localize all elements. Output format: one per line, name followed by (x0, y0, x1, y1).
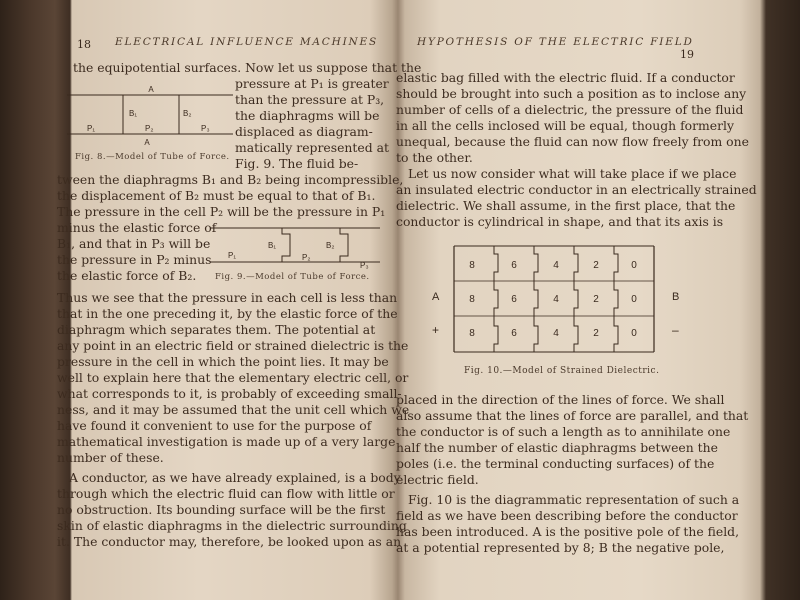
right-top-line-7: an insulated electric conductor in an electrically strained (396, 182, 757, 197)
fig8-label-p1: P₁ (87, 124, 96, 133)
right-top-line-1: should be brought into such a position as to inclose any (396, 86, 747, 101)
left-line-7: tween the diaphragms B₁ and B₂ being incompressible, (57, 172, 404, 187)
fig8-label-p3: P₃ (201, 124, 210, 133)
left-line-12: the pressure in P₂ minus (57, 252, 212, 267)
left-line-20: what corresponds to it, is probably of exceeding small- (57, 386, 402, 401)
left-line-3: the diaphragms will be (235, 108, 380, 123)
left-line-6: Fig. 9. The fluid be- (235, 156, 359, 171)
right-page-number: 19 (680, 48, 694, 61)
fig10-r2-v1: 6 (511, 294, 517, 305)
left-line-23: mathematical investigation is made up of a very large (57, 434, 396, 449)
right-top-line-4: unequal, because the fluid can now flow freely from one (396, 134, 749, 149)
left-line-27: no obstruction. Its bounding surface will be the first (57, 502, 386, 517)
fig10-r1-v2: 4 (553, 260, 559, 271)
fig10-r3-v1: 6 (511, 328, 517, 339)
fig9-diagram (210, 220, 380, 270)
left-line-5: matically represented at (235, 140, 389, 155)
left-line-21: ness, and it may be assumed that the unit cell which we (57, 402, 410, 417)
right-page (392, 0, 757, 600)
fig10-right-label-b: B (672, 291, 680, 303)
left-line-29: it. The conductor may, therefore, be looked upon as an (57, 534, 402, 549)
fig9-label-p3: P₃ (360, 261, 369, 270)
fig10-r3-v2: 4 (553, 328, 559, 339)
right-bottom-line-5: electric field. (396, 472, 479, 487)
right-top-line-0: elastic bag filled with the electric fluid. If a conductor (396, 70, 735, 85)
right-bottom-line-8: has been introduced. A is the positive pole of the field, (396, 524, 740, 539)
fig10-r1-v3: 2 (593, 260, 599, 271)
left-line-14: Thus we see that the pressure in each cell is less than (57, 290, 398, 305)
right-bottom-line-0: placed in the direction of the lines of force. We shall (396, 392, 725, 407)
fig8-label-p2: P₂ (145, 124, 154, 133)
right-bottom-line-1: also assume that the lines of force are parallel, and that (396, 408, 749, 423)
right-bottom-line-4: poles (i.e. the terminal conducting surfaces) of the (396, 456, 715, 471)
fig10-r1-v0: 8 (469, 260, 475, 271)
fig9-label-p1: P₁ (228, 251, 237, 260)
left-line-15: that in the one preceding it, by the elastic force of the (57, 306, 398, 321)
fig8-diagram (67, 84, 233, 148)
right-top-line-6: Let us now consider what will take place if we place (408, 166, 737, 181)
left-page-number: 18 (77, 38, 91, 51)
right-bottom-line-6: Fig. 10 is the diagrammatic representation of such a (408, 492, 740, 507)
fig10-r3-v3: 2 (593, 328, 599, 339)
right-top-line-9: conductor is cylindrical in shape, and that its axis is (396, 214, 724, 229)
left-page (55, 0, 422, 600)
right-top-line-5: to the other. (396, 150, 473, 165)
left-line-11: B₁, and that in P₃ will be (57, 236, 211, 251)
left-line-25: A conductor, as we have already explained, is a body (69, 470, 401, 485)
fig10-r3-v4: 0 (631, 328, 637, 339)
right-bottom-line-2: the conductor is of such a length as to annihilate one (396, 424, 731, 439)
fig10-diagram (420, 234, 700, 362)
right-bottom-line-3: half the number of elastic diaphragms between the (396, 440, 718, 455)
left-line-19: well to explain here that the elementary electric cell, or (57, 370, 409, 385)
fig10-left-label-a: A (432, 291, 440, 303)
fig10-r2-v3: 2 (593, 294, 599, 305)
fig10-left-label-plus: + (432, 323, 440, 337)
left-running-head: ELECTRICAL INFLUENCE MACHINES (115, 36, 378, 48)
left-line-22: have found it convenient to use for the purpose of (57, 418, 372, 433)
left-line-13: the elastic force of B₂. (57, 268, 197, 283)
left-line-9: The pressure in the cell P₂ will be the pressure in P₁ (57, 204, 386, 219)
fig9-label-b1: B₁ (268, 241, 277, 250)
fig10-r2-v4: 0 (631, 294, 637, 305)
left-line-1: pressure at P₁ is greater (235, 76, 389, 91)
left-line-17: any point in an electric field or strained dielectric is the (57, 338, 409, 353)
fig10-r1-v1: 6 (511, 260, 517, 271)
fig9-label-p2: P₂ (302, 253, 311, 262)
fig10-r2-v2: 4 (553, 294, 559, 305)
fig8-label-a-top: A (148, 85, 154, 94)
fig10-r1-v4: 0 (631, 260, 637, 271)
left-line-16: diaphragm which separates them. The potential at (57, 322, 376, 337)
left-line-4: displaced as diagram- (235, 124, 373, 139)
fig8-label-b2: B₂ (183, 109, 192, 118)
right-running-head: HYPOTHESIS OF THE ELECTRIC FIELD (417, 36, 694, 48)
fig10-r2-v0: 8 (469, 294, 475, 305)
fig9-label-b2: B₂ (326, 241, 335, 250)
right-top-line-8: dielectric. We shall assume, in the first place, that the (396, 198, 736, 213)
left-line-18: pressure in the cell in which the point lies. It may be (57, 354, 389, 369)
left-line-8: the displacement of B₂ must be equal to that of B₁. (57, 188, 376, 203)
fig10-r3-v0: 8 (469, 328, 475, 339)
fig8-caption: Fig. 8.—Model of Tube of Force. (75, 152, 230, 162)
right-top-line-3: in all the cells inclosed will be equal, though formerly (396, 118, 735, 133)
fig10-right-label-minus: – (672, 323, 679, 337)
left-line-10: minus the elastic force of (57, 220, 217, 235)
left-line-28: skin of elastic diaphragms in the dielectric surrounding (57, 518, 407, 533)
fig8-label-b1: B₁ (129, 109, 138, 118)
left-line-2: than the pressure at P₃, (235, 92, 385, 107)
left-line-0: the equipotential surfaces. Now let us suppose that the (73, 60, 422, 75)
left-line-26: through which the electric fluid can flow with little or (57, 486, 395, 501)
right-top-line-2: number of cells of a dielectric, the pressure of the fluid (396, 102, 744, 117)
fig8-label-a-bottom: A (144, 138, 150, 147)
fig10-caption: Fig. 10.—Model of Strained Dielectric. (464, 366, 660, 376)
right-bottom-line-7: field as we have been describing before the conductor (396, 508, 738, 523)
fig9-caption: Fig. 9.—Model of Tube of Force. (215, 272, 370, 282)
left-line-24: number of these. (57, 450, 164, 465)
right-bottom-line-9: at a potential represented by 8; B the negative pole, (396, 540, 725, 555)
